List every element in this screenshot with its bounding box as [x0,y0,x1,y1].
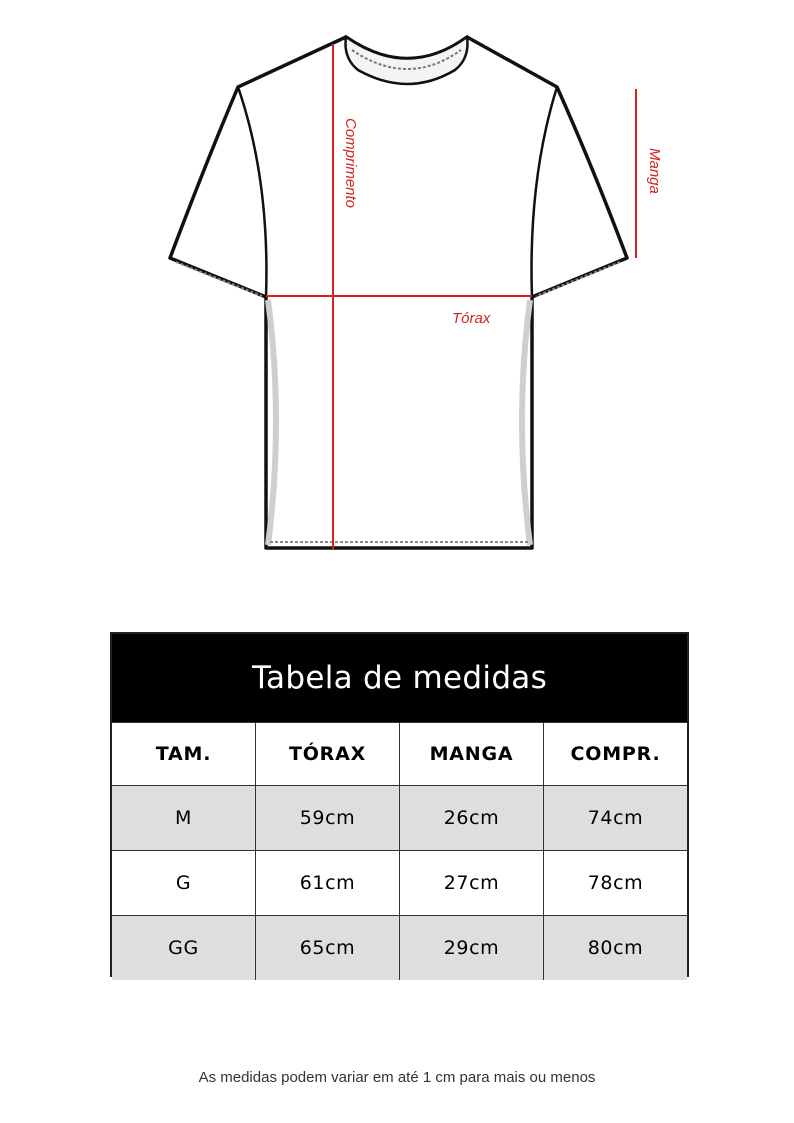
tshirt-outline [170,37,627,548]
length-cell: 74cm [543,786,687,850]
size-cell: G [175,872,192,894]
length-label: Comprimento [342,118,359,209]
sleeve-label: Manga [646,148,663,194]
header-chest: TÓRAX [255,723,399,785]
footnote: As medidas podem variar em até 1 cm para mais ou menos [198,1069,596,1086]
chest-cell: 59cm [255,786,399,850]
chest-label: Tórax [452,310,491,327]
chest-cell: 65cm [255,916,399,980]
table-row [112,915,687,980]
sleeve-cell: 27cm [399,851,543,915]
table-title: Tabela de medidas [112,634,687,722]
size-cell: M [175,807,192,829]
size-table [110,632,689,977]
table-row [112,850,687,915]
chest-cell: 61cm [255,851,399,915]
header-sleeve: MANGA [399,723,543,785]
sleeve-cell: 26cm [399,786,543,850]
length-cell: 80cm [543,916,687,980]
header-length: COMPR. [543,723,687,785]
table-header-row [112,722,687,785]
sleeve-cell: 29cm [399,916,543,980]
table-row [112,785,687,850]
length-cell: 78cm [543,851,687,915]
header-size: TAM. [155,743,212,765]
size-cell: GG [168,937,199,959]
